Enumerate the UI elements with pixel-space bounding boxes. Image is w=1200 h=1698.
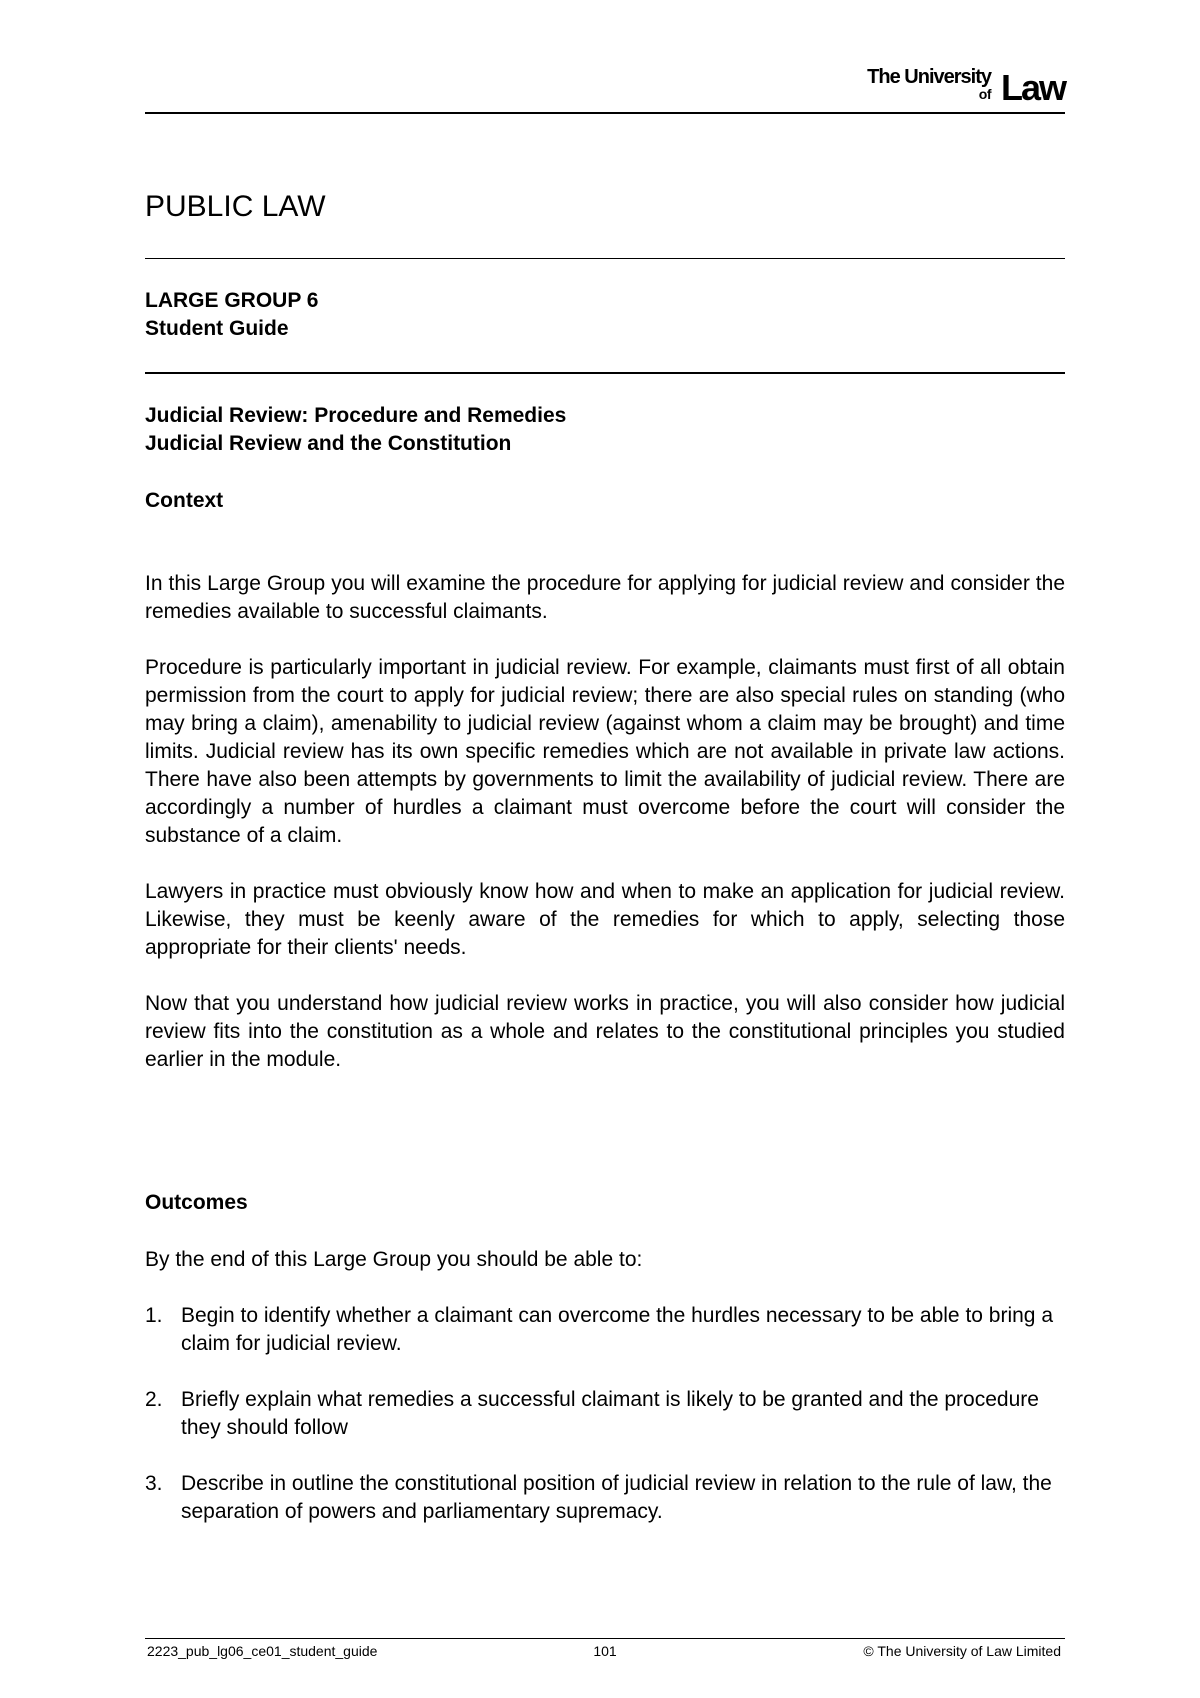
logo-line-1: The University bbox=[867, 66, 991, 88]
section-rule bbox=[145, 372, 1065, 374]
footer-page-number: 101 bbox=[593, 1643, 617, 1659]
context-body bbox=[145, 570, 1065, 1074]
list-item bbox=[145, 1386, 1065, 1442]
list-text: Briefly explain what remedies a successful claimant is likely to be granted and the procedure they should follow bbox=[181, 1388, 1039, 1439]
list-number: 2. bbox=[145, 1388, 163, 1411]
list-number: 1. bbox=[145, 1304, 163, 1327]
outcomes-list bbox=[145, 1302, 1065, 1526]
list-text: Begin to identify whether a claimant can overcome the hurdles necessary to be able to bring a claim for judicial review. bbox=[181, 1304, 1054, 1355]
paragraph: Lawyers in practice must obviously know how and when to make an application for judicial review. Likewise, they must be keenly aware of the remedies for which to apply, selecting those appropriate for their clients' needs. bbox=[145, 880, 1065, 959]
footer-filename: 2223_pub_lg06_ce01_student_guide bbox=[147, 1643, 378, 1659]
logo-line-2: of bbox=[978, 86, 991, 102]
list-text: Describe in outline the constitutional position of judicial review in relation to the rule of law, the separation of powers and parliamentary supremacy. bbox=[181, 1472, 1052, 1523]
paragraph: In this Large Group you will examine the procedure for applying for judicial review and consider the remedies available to successful claimants. bbox=[145, 572, 1065, 623]
footer-copyright: © The University of Law Limited bbox=[863, 1643, 1061, 1659]
outcomes-intro: By the end of this Large Group you should be able to: bbox=[145, 1248, 643, 1271]
document-title: PUBLIC LAW bbox=[145, 190, 326, 223]
list-item bbox=[145, 1302, 1065, 1358]
outcomes-heading: Outcomes bbox=[145, 1191, 248, 1214]
paragraph: Procedure is particularly important in judicial review. For example, claimants must first of all obtain permission from the court to apply for judicial review; there are also special rules on standing (who may bring a claim), amenability to judicial review (against whom a claim may be brought) and time limits. Judicial review has its own specific remedies which are not available in private law actions. There have also been attempts by governments to limit the availability of judicial review. There are accordingly a number of hurdles a claimant must overcome before the court will consider the substance of a claim. bbox=[145, 656, 1065, 847]
footer-rule bbox=[145, 1638, 1065, 1639]
topic-heading-1: Judicial Review: Procedure and Remedies bbox=[145, 404, 567, 427]
context-heading: Context bbox=[145, 489, 224, 512]
header-rule bbox=[145, 112, 1065, 114]
paragraph: Now that you understand how judicial review works in practice, you will also consider how judicial review fits into the constitution as a whole and relates to the constitutional principles you studied earlier in the module. bbox=[145, 992, 1065, 1071]
list-item bbox=[145, 1470, 1065, 1526]
group-label: LARGE GROUP 6 bbox=[145, 289, 319, 312]
list-number: 3. bbox=[145, 1472, 163, 1495]
guide-label: Student Guide bbox=[145, 317, 289, 340]
title-rule bbox=[145, 258, 1065, 259]
university-logo bbox=[845, 64, 1065, 108]
topic-heading-2: Judicial Review and the Constitution bbox=[145, 432, 512, 455]
logo-line-3: Law bbox=[1000, 67, 1065, 108]
